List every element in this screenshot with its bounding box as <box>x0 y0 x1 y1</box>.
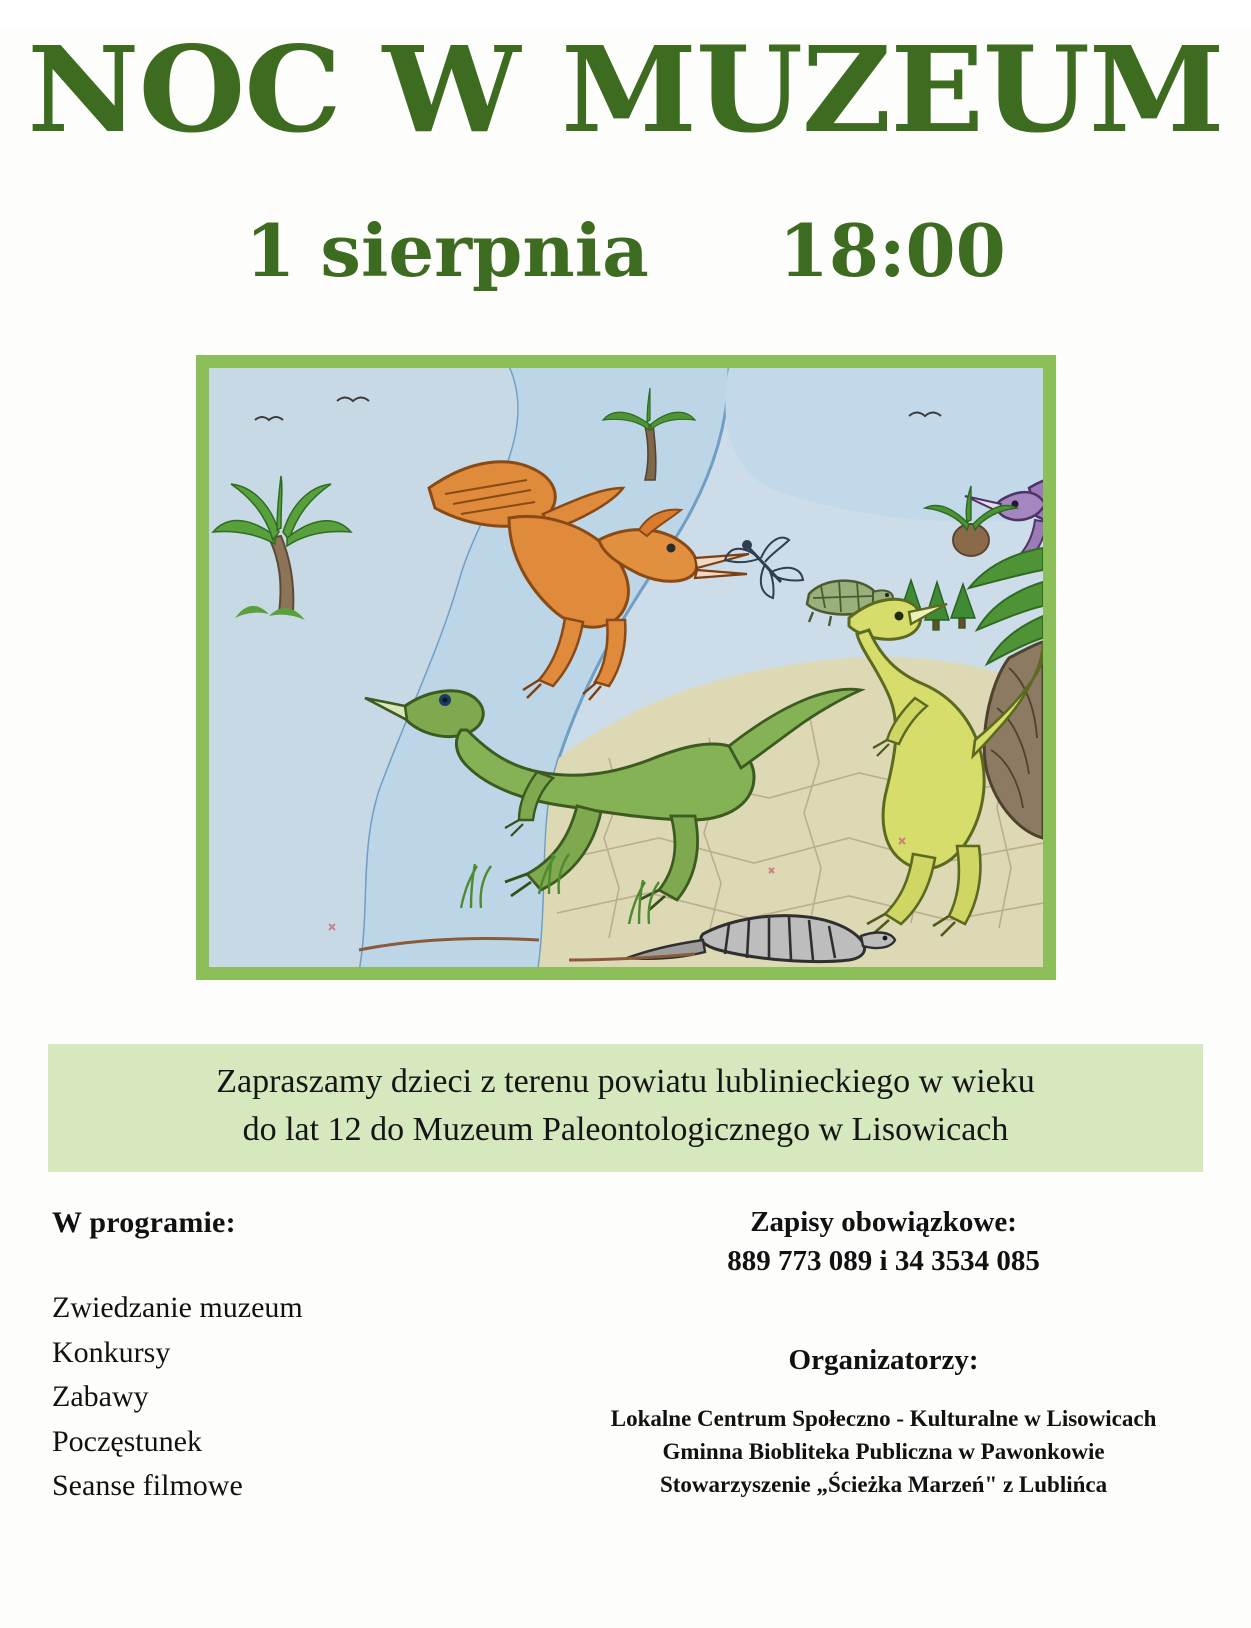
program-column <box>52 1206 568 1508</box>
list-item: Zwiedzanie muzeum <box>52 1291 303 1325</box>
list-item: Stowarzyszenie „Ścieżka Marzeń" z Lublińca <box>659 1471 1108 1497</box>
invitation-banner <box>48 1044 1203 1173</box>
page-title: NOC W MUZEUM <box>27 20 1224 159</box>
illustration-frame <box>196 355 1056 980</box>
list-item: Konkursy <box>52 1335 171 1369</box>
contact-column <box>568 1206 1199 1508</box>
list-item: Poczęstunek <box>52 1424 202 1458</box>
event-date: 1 sierpnia <box>245 207 649 293</box>
invitation-line-2: do lat 12 do Muzeum Paleontologicznego w Lisowicach <box>242 1111 1009 1149</box>
poster <box>0 20 1251 1628</box>
dinosaur-drawing <box>209 368 1043 967</box>
program-list <box>52 1286 568 1508</box>
signup-phone-numbers: 889 773 089 i 34 3534 085 <box>727 1245 1040 1278</box>
list-item: Zabawy <box>52 1380 149 1414</box>
list-item: Lokalne Centrum Społeczno - Kulturalne w Lisowicach <box>610 1406 1157 1432</box>
invitation-line-1: Zapraszamy dzieci z terenu powiatu lublinieckiego w wieku <box>216 1062 1035 1100</box>
list-item: Gminna Biobliteka Publiczna w Pawonkowie <box>662 1439 1105 1465</box>
organizers-heading: Organizatorzy: <box>788 1344 979 1377</box>
organizers-list <box>568 1403 1199 1501</box>
event-datetime <box>0 208 1251 293</box>
event-time: 18:00 <box>778 207 1006 293</box>
list-item: Seanse filmowe <box>52 1468 243 1502</box>
signup-heading: Zapisy obowiązkowe: <box>750 1206 1017 1239</box>
info-columns <box>52 1206 1199 1508</box>
program-heading: W programie: <box>52 1206 236 1240</box>
